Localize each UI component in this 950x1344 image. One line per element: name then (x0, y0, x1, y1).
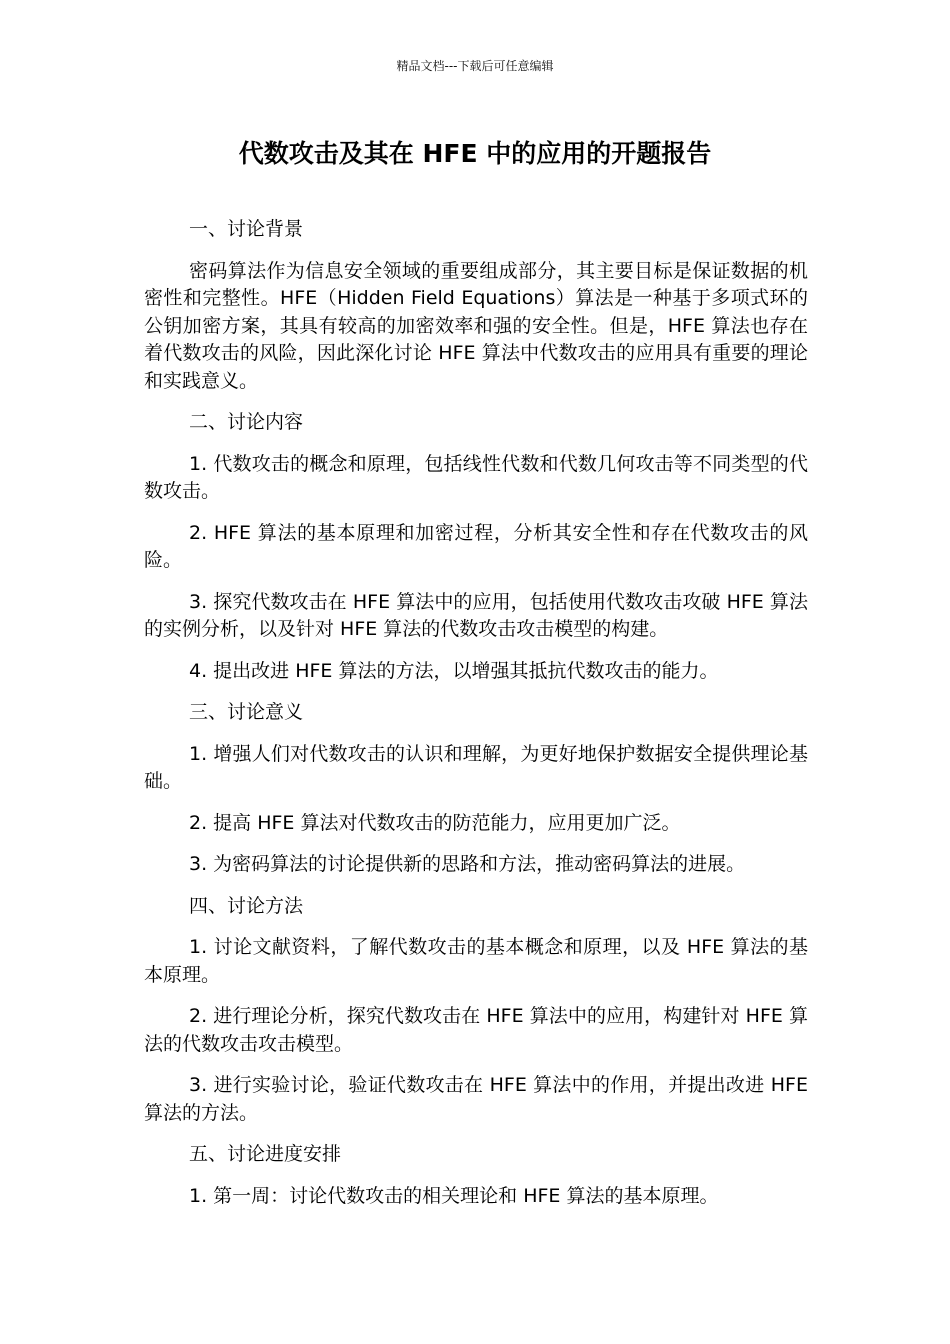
significance-item-1: 1. 增强人们对代数攻击的认识和理解，为更好地保护数据安全提供理论基础。 (144, 742, 808, 792)
section-heading-significance: 三、讨论意义 (189, 701, 304, 723)
method-item-1: 1. 讨论文献资料，了解代数攻击的基本概念和原理，以及 HFE 算法的基本原理。 (144, 936, 808, 986)
document-body (144, 216, 808, 1224)
method-item-3: 3. 进行实验讨论，验证代数攻击在 HFE 算法中的作用，并提出改进 HFE 算法的方法。 (144, 1074, 808, 1124)
section-heading-methods: 四、讨论方法 (189, 894, 304, 917)
header-note: 精品文档---下载后可任意编辑 (396, 59, 554, 73)
content-item-4: 4. 提出改进 HFE 算法的方法，以增强其抵抗代数攻击的能力。 (189, 659, 719, 682)
schedule-item-1: 1. 第一周：讨论代数攻击的相关理论和 HFE 算法的基本原理。 (189, 1184, 719, 1207)
section-heading-background: 一、讨论背景 (189, 218, 304, 240)
section-heading-schedule: 五、讨论进度安排 (189, 1143, 342, 1165)
significance-item-2: 2. 提高 HFE 算法对代数攻击的防范能力，应用更加广泛。 (189, 811, 681, 834)
content-item-2: 2. HFE 算法的基本原理和加密过程，分析其安全性和存在代数攻击的风险。 (144, 521, 808, 571)
method-item-2: 2. 进行理论分析，探究代数攻击在 HFE 算法中的应用，构建针对 HFE 算法的代数攻击攻击模型。 (144, 1005, 808, 1055)
significance-item-3: 3. 为密码算法的讨论提供新的思路和方法，推动密码算法的进展。 (189, 853, 746, 875)
content-item-3: 3. 探究代数攻击在 HFE 算法中的应用，包括使用代数攻击攻破 HFE 算法的实例分析，以及针对 HFE 算法的代数攻击攻击模型的构建。 (144, 590, 808, 640)
document-title: 代数攻击及其在 HFE 中的应用的开题报告 (238, 139, 712, 168)
section-heading-content: 二、讨论内容 (189, 411, 304, 433)
paragraph-background: 密码算法作为信息安全领域的重要组成部分，其主要目标是保证数据的机密性和完整性。HFE（Hidden Field Equations）算法是一种基于多项式环的公钥加密方案，其具有较高的加密效率和强的安全性。但是，HFE 算法也存在着代数攻击的风险，因此深化讨论 HFE 算法中代数攻击的应用具有重要的理论和实践意义。 (144, 259, 808, 392)
content-item-1: 1. 代数攻击的概念和原理，包括线性代数和代数几何攻击等不同类型的代数攻击。 (144, 452, 808, 502)
